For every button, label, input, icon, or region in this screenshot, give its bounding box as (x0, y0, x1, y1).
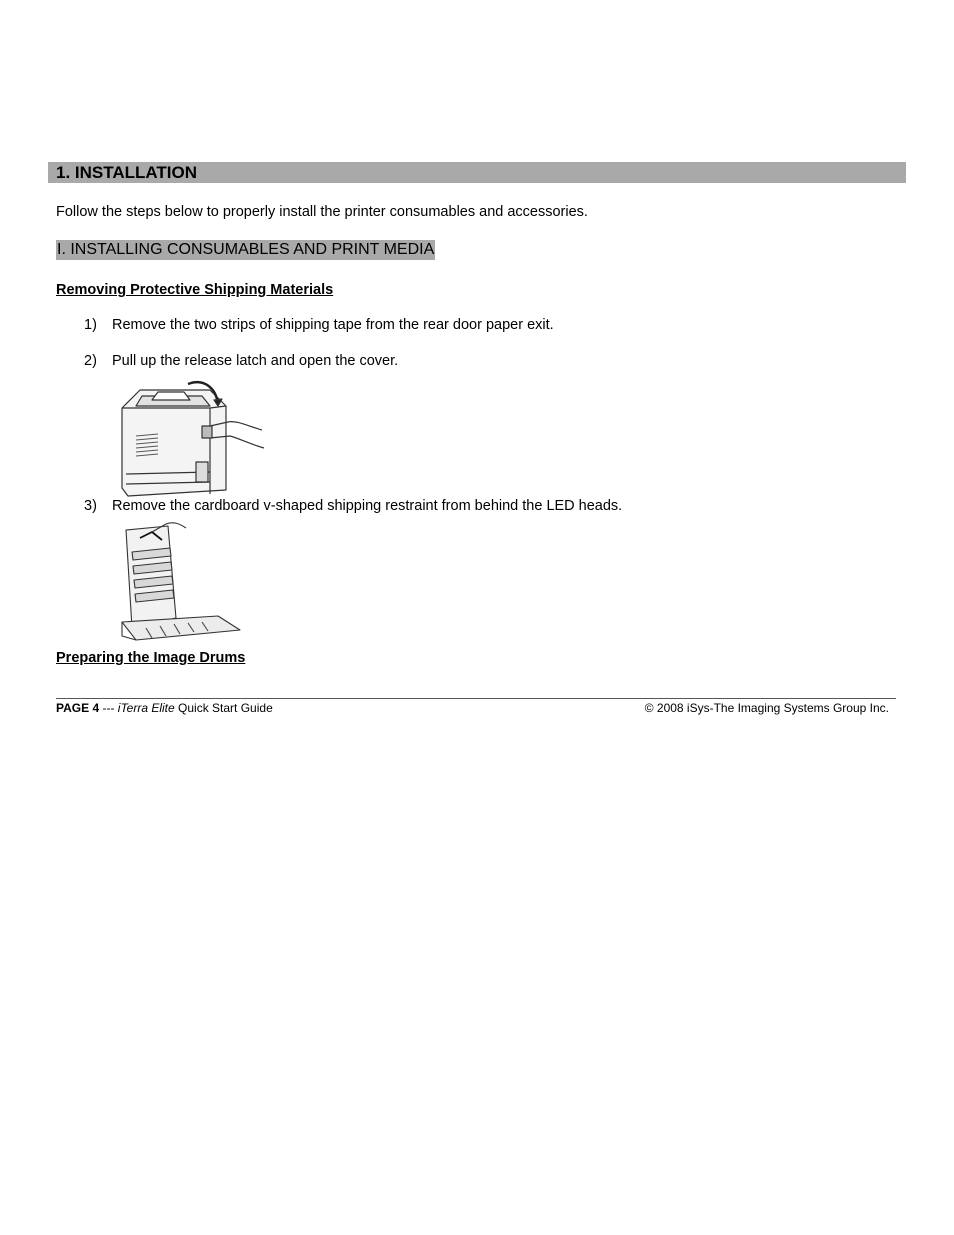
guide-name: Quick Start Guide (174, 701, 273, 715)
heading-preparing-drums: Preparing the Image Drums (56, 650, 246, 666)
section-title: 1. INSTALLATION (56, 163, 198, 182)
footer-page-info (56, 701, 273, 715)
product-name: iTerra Elite (117, 701, 175, 715)
heading-removing-shipping: Removing Protective Shipping Materials (56, 282, 334, 298)
step-text: Remove the cardboard v-shaped shipping restraint from behind the LED heads. (112, 498, 623, 514)
footer-separator: --- (99, 701, 118, 715)
step-1 (84, 317, 554, 333)
step-text: Pull up the release latch and open the cover. (112, 353, 399, 369)
printer-open-cover-illustration (118, 378, 266, 498)
page-number: PAGE 4 (56, 701, 100, 715)
subsection-title: I. INSTALLING CONSUMABLES AND PRINT MEDIA (57, 241, 435, 258)
step-3 (84, 498, 622, 514)
footer-copyright: © 2008 iSys-The Imaging Systems Group Inc. (644, 701, 889, 715)
footer-divider (56, 698, 896, 699)
intro-text: Follow the steps below to properly install the printer consumables and accessories. (56, 204, 588, 220)
step-number: 2) (84, 353, 97, 369)
step-2 (84, 353, 398, 369)
step-number: 1) (84, 317, 97, 333)
section-header (48, 162, 906, 183)
step-number: 3) (84, 498, 97, 514)
led-heads-restraint-illustration (118, 522, 242, 642)
step-text: Remove the two strips of shipping tape from the rear door paper exit. (112, 317, 554, 333)
